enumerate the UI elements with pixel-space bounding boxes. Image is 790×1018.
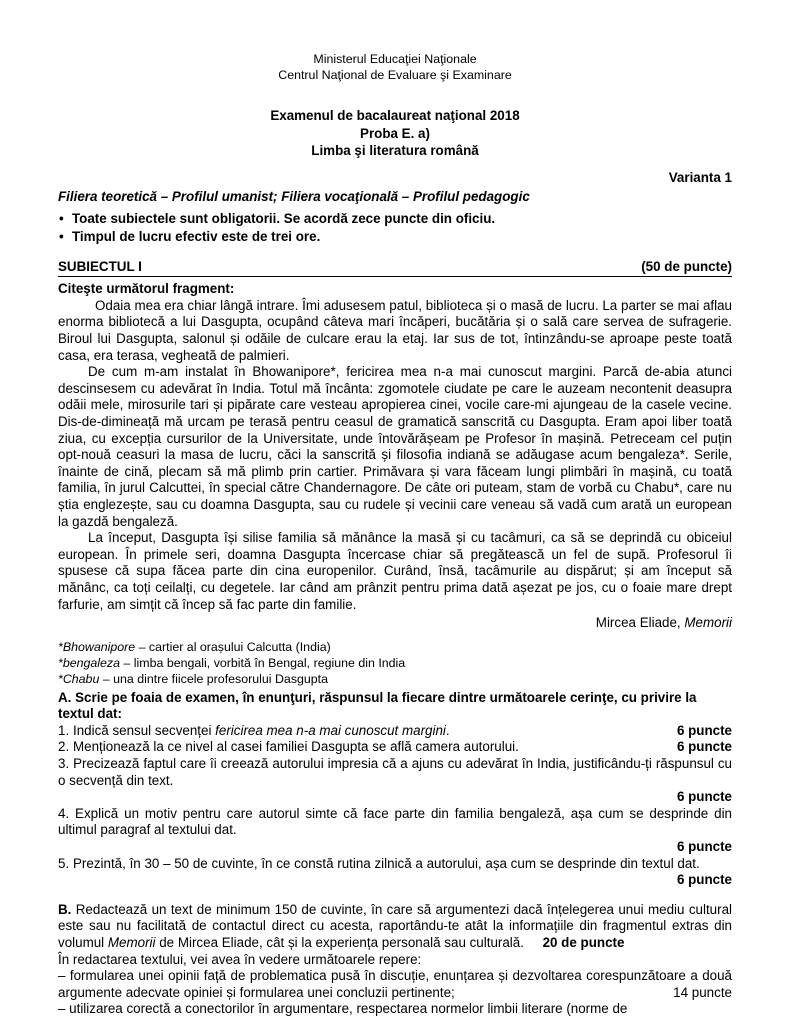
footnote-term: *Chabu [58, 672, 100, 687]
question-number: 2. [58, 739, 70, 755]
section-b-label: B. [58, 901, 72, 917]
footnotes [58, 639, 732, 688]
question-1 [58, 723, 732, 740]
criteria-intro: În redactarea textului, vei avea în vedere următoarele repere: [58, 951, 422, 967]
footnote-def: – una dintre fiicele profesorului Dasgupta [99, 672, 329, 687]
question-number: 5. [58, 855, 70, 871]
criterion-points: 14 puncte [673, 984, 732, 1000]
question-points: 6 puncte [676, 722, 732, 738]
exam-heading [58, 107, 732, 160]
source-work: Memorii [684, 615, 732, 631]
subject-heading [58, 259, 732, 278]
question-points: 6 puncte [676, 739, 732, 755]
ministry-name: Ministerul Educaţiei Naţionale [313, 52, 477, 66]
ministry-header [58, 52, 732, 83]
footnote-def: – cartier al orașului Calcutta (India) [135, 639, 331, 654]
question-text: Menționează la ce nivel al casei familiei Dasgupta se află camera autorului. [73, 739, 519, 755]
section-a-title: A. Scrie pe foaia de examen, în enunţuri, răspunsul la fiecare dintre următoarele cerinţe, cu privire la textul dat: [58, 689, 697, 722]
variant-label: Varianta 1 [668, 169, 732, 185]
footnote [58, 671, 732, 687]
question-points: 6 puncte [676, 872, 732, 888]
footnote-def: – limba bengali, vorbită în Bengal, regiune din India [120, 656, 406, 671]
question-number: 1. [58, 722, 70, 738]
filiera-line: Filiera teoretică – Profilul umanist; Filiera vocaţională – Profilul pedagogic [58, 189, 530, 205]
question-3: 3. Precizează faptul care îi creează autorului impresia că a ajuns cu adevărat în India, justificându-ți răspunsul cu o secvență din text. [58, 756, 732, 788]
footnote-term: *Bhowanipore [58, 639, 136, 654]
footnote [58, 655, 732, 671]
footnote [58, 639, 732, 655]
section-b-points: 20 de puncte [542, 934, 625, 950]
question-text: Indică sensul secvenței fericirea mea n-a mai cunoscut margini. [73, 722, 450, 738]
rules-list [58, 210, 732, 246]
criterion-2: – utilizarea corectă a conectorilor în argumentare, respectarea normelor limbii literare (norme de [58, 1001, 628, 1017]
reading-instruction: Citeşte următorul fragment: [58, 281, 235, 297]
exam-proba: Proba E. a) [360, 125, 430, 141]
rule-item: • Toate subiectele sunt obligatorii. Se acordă zece puncte din oficiu. [58, 210, 732, 228]
fragment-paragraph: La început, Dasgupta își silise familia să mănânce la masă și cu tacâmuri, ca să se deprindă cu obiceiul european. În primele seri, doamna Dasgupta încercase chiar să pregătească un fel de supă. Profesorul îi spusese că supa făcea parte din cina europenilor. Curând, însă, tacâmurile au dispărut; și am început să mănânc, ca toți ceilalți, cu degetele. Iar când am prânzit pentru prima dată așezat pe jos, cu o foaie mare drept farfurie, am simțit că încep să fac parte din familie. [58, 530, 732, 612]
exam-title: Examenul de bacalaureat naţional 2018 [270, 108, 520, 123]
question-2 [58, 739, 732, 756]
question-4: 4. Explică un motiv pentru care autorul simte că face parte din familia bengaleză, așa cum se desprinde din ultimul paragraf al textului dat. [58, 805, 732, 838]
footnote-term: *bengaleza [58, 656, 121, 671]
question-points: 6 puncte [676, 789, 732, 805]
criterion-1: – formularea unei opinii față de problematica pusă în discuție, enunțarea și dezvoltarea corespunzătoare a două argumente adecvate opiniei și formularea unei concluzii pertinente; 14 puncte [58, 968, 732, 1000]
question-points: 6 puncte [676, 838, 732, 854]
source-author: Mircea Eliade, [595, 615, 681, 631]
question-5 [58, 856, 732, 873]
text-fragment [58, 298, 732, 613]
question-text: Prezintă, în 30 – 50 de cuvinte, în ce constă rutina zilnică a autorului, așa cum se desprinde din textul dat. [73, 855, 700, 871]
center-name: Centrul Naţional de Evaluare şi Examinare [278, 67, 512, 82]
section-b-task: B. Redactează un text de minimum 150 de cuvinte, în care să argumentezi dacă înțelegerea unui mediu cultural este sau nu facilitată de contactul direct cu acesta, raportându-te atât la informațiile din fragmentul extras din volumul Memorii de Mircea Eliade, cât și la experiența personală sau culturală. 20 de puncte [58, 901, 732, 950]
fragment-paragraph: Odaia mea era chiar lângă intrare. Îmi adusesem patul, biblioteca și o masă de lucru. La parter se mai aflau enorma bibliotecă a lui Dasgupta, ocupând câteva mari încăperi, bucătăria și o sală care servea de sufragerie. Biroul lui Dasgupta, salonul și odăile de culcare erau la etaj. Iar sus de tot, întinzându-se aproape peste toată casa, era terasa, vegheată de palmieri. [58, 297, 732, 363]
subject-points: (50 de puncte) [641, 258, 732, 274]
subject-label: SUBIECTUL I [58, 258, 142, 274]
exam-subject: Limba şi literatura română [311, 143, 479, 158]
rule-item: • Timpul de lucru efectiv este de trei ore. [58, 228, 732, 246]
page-content [58, 52, 732, 1018]
fragment-source [58, 615, 732, 632]
fragment-paragraph: De cum m-am instalat în Bhowanipore*, fericirea mea n-a mai cunoscut margini. Parcă de-abia atunci descinsesem cu adevărat în India. Totul mă încânta: zgomotele ciudate pe care le auzeam necontenit deasupra odăii mele, mirosurile tari și pipărate care vesteau apropierea cinei, vocile care-mi ajungeau de la casele vecine. Dis-de-dimineață mă urcam pe terasă pentru ceasul de gramatică sanscrită cu Dasgupta. Eram apoi liber toată ziua, cu excepția cursurilor de la Universitate, unde întovărășeam pe Profesor în mașină. Petreceam cel puțin opt-nouă ceasuri la masa de lucru, căci la sanscrită și filosofia indiană se adăugase acum bengaleza*. Serile, înainte de cină, plecam să mă plimb prin cartier. Primăvara și vara făceam lungi plimbări în mașină, cu toată familia, în jurul Calcuttei, în special către Chandernagore. De câte ori puteam, stam de vorbă cu Chabu*, care nu știa englezește, sau cu doamna Dasgupta, sau cu rudele și vecinii care veneau să vadă cum arată un european la gazdă bengaleză. [58, 364, 732, 529]
